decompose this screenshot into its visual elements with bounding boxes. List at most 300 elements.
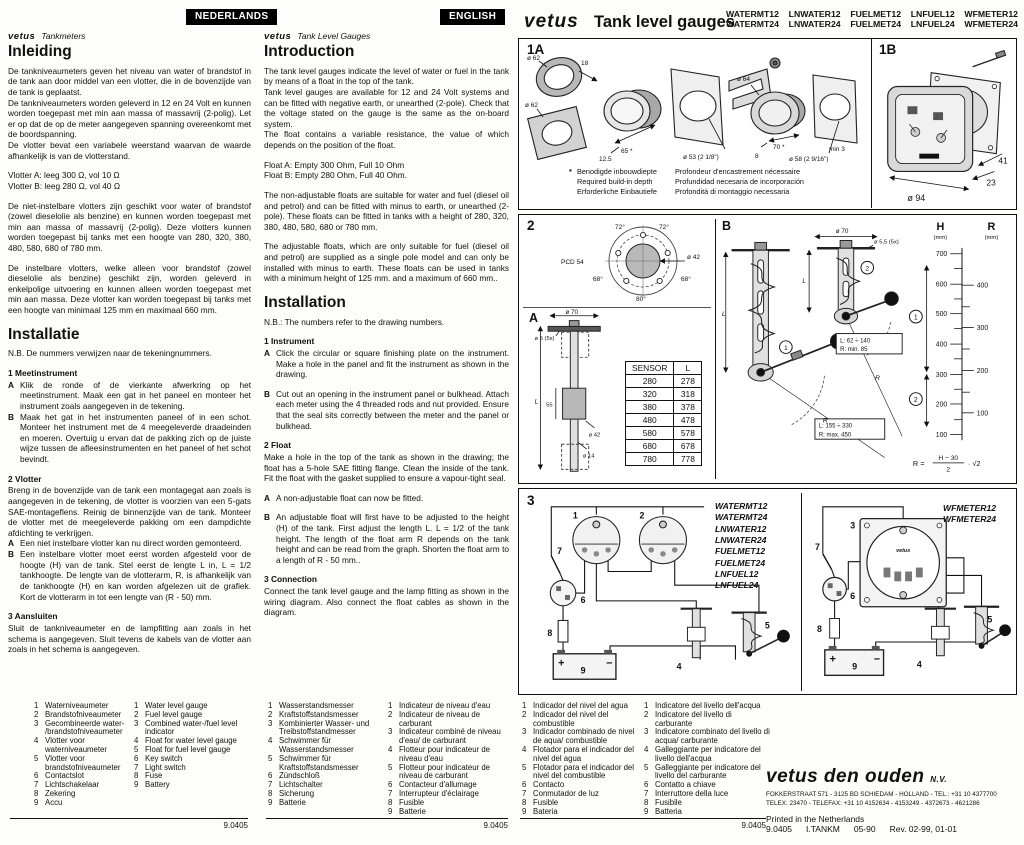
model-number: LNWATER24 (788, 19, 841, 29)
note-de: Erforderliche Einbautiefe (577, 186, 657, 196)
paragraph: The non-adjustable floats are suitable for water and fuel (diesel oil and petrol) and can be fitted with minus to earth, or unearthed (2-pole). These floats can be fitted in tanks with a height of 280, 320, 380, 480, 580, 680 or 780 mm. (264, 189, 509, 232)
l-value: 318 (674, 388, 702, 401)
legend-text: Contactslot (45, 771, 85, 781)
legend-text: Fusible (399, 797, 425, 807)
legend-spanish (522, 702, 640, 816)
angle-80: 80° (636, 296, 646, 303)
legend-number: 5 (268, 753, 273, 763)
legend-number: 2 (34, 709, 39, 719)
revision-line (766, 824, 1020, 834)
legend-text: Indicatore del livello dell'acqua (655, 701, 761, 710)
h-tick: 300 (935, 371, 948, 379)
legend-item (268, 720, 380, 738)
section-title: Introduction (264, 43, 355, 60)
range-box2-line2: R: max. 450 (818, 432, 852, 439)
legend-item (34, 720, 130, 738)
legend-text: Fusibile (655, 797, 682, 807)
legend-item (522, 711, 640, 729)
model-row-2 (726, 19, 1018, 29)
legend-text: Flotador para el indicador del nivel del combustible (533, 762, 634, 781)
address-line-1: FOKKERSTRAAT 571 - 3125 BD SCHIEDAM - HOLLAND - TEL.: +31 10 4377700 (766, 791, 997, 798)
step-a (8, 380, 251, 412)
legend-text: Lichtschakelaar (45, 780, 100, 790)
step-letter: A (8, 538, 14, 549)
non-adjustable-float-drawing (533, 309, 625, 479)
float-spec-b: Vlotter B: leeg 280 Ω, vol 40 Ω (8, 180, 121, 191)
model-number: LNFUEL24 (715, 580, 759, 591)
table-row (626, 453, 702, 466)
float-spec-a: Vlotter A: leeg 300 Ω, vol 10 Ω (8, 170, 120, 181)
adjustable-float-drawing (719, 225, 907, 477)
subsection-title: 2 Float (264, 440, 291, 451)
legend-text: Indicador del nivel del combustible (533, 709, 609, 728)
dim-dia62-top: ø 62 (527, 55, 541, 62)
legend-item (644, 746, 770, 764)
h-tick: 500 (935, 311, 948, 319)
float-spec-a: Float A: Empty 300 Ohm, Full 10 Ohm (264, 159, 405, 170)
legend-item (644, 764, 770, 782)
legend-number: 7 (644, 788, 649, 798)
note-fr: Profondeur d'encastrement nécessaire (674, 167, 801, 176)
legend-number: 2 (388, 709, 393, 719)
model-number: WATERMT12 (715, 501, 768, 511)
figure-label-2a: A (529, 311, 539, 325)
model-number: FUELMET12 (715, 546, 766, 557)
legend-item (522, 728, 640, 746)
table-row (626, 414, 702, 427)
step-letter: B (264, 388, 270, 399)
dim-65: 65 * (621, 148, 633, 155)
legend-number: 5 (522, 762, 527, 772)
legend-text: Conmutador de luz (533, 788, 599, 798)
doc-date: 05-90 (853, 823, 876, 834)
legend-text: Float for fuel level gauge (145, 744, 231, 754)
legend-text: Water level gauge (145, 701, 208, 710)
table-row (626, 427, 702, 440)
address-line-2: TELEX: 23470 - TELEFAX: +31 10 4152634 - 4153249 - 4372673 - 4621286 (766, 800, 980, 808)
subsection-title: 1 Meetinstrument (8, 368, 78, 379)
legend-number: 4 (644, 744, 649, 754)
paragraph: De tankniveaumeters geven het niveau van water of brandstof in de tank aan door middel van een vlotter, die in de bovenzijde van de tank is geplaatst. (8, 65, 251, 98)
legend-number: 6 (644, 780, 649, 790)
legend-number: 1 (388, 701, 393, 710)
legend-german (268, 702, 380, 808)
legend-dutch (34, 702, 130, 808)
legend-text: Batterie (279, 797, 306, 807)
legend-text: Float for water level gauge (145, 736, 237, 746)
model-number: WFMETER24 (943, 514, 996, 525)
legend-text: Contatto a chiave (655, 780, 716, 790)
legend-text: Interrupteur d'éclairage (399, 788, 479, 798)
paragraph: De tankniveaumeters worden geleverd in 12 en 24 Volt en kunnen worden toegepast met min aan massa of massavrij (2-polig). Let er op dat de op de meter aangegeven spanning overeenkomt met de boordspanning. (8, 97, 251, 140)
battery-plus: + (558, 657, 565, 670)
legend-text: Zekering (45, 788, 76, 798)
step-b (264, 512, 509, 565)
wiring-models-right (943, 503, 996, 526)
sensor-value: 580 (626, 427, 674, 440)
page-number: 9.0405 (741, 821, 766, 830)
legend-item (34, 737, 130, 755)
section-title: Installation (264, 293, 346, 311)
table-row (626, 375, 702, 388)
model-number: WATERMT12 (726, 9, 779, 19)
step-text: Klik de ronde of de vierkante afwerkring op het meetinstrument. Maak een gat in het paneel en monteer het instrument zoals aangegeven in de tekening. (20, 379, 251, 412)
model-number: WFMETER12 (964, 9, 1018, 19)
note-nl: Benodigde inbouwdiepte (577, 167, 657, 176)
imprint-block (766, 766, 1020, 834)
step-text: A non-adjustable float can now be fitted. (276, 492, 424, 503)
legend-text: Fuel level gauge (145, 709, 203, 719)
l-value: 378 (674, 401, 702, 414)
l-value: 278 (674, 375, 702, 388)
legend-number: 6 (134, 753, 139, 763)
h-tick: 200 (935, 401, 948, 409)
page-number: 9.0405 (483, 821, 508, 830)
callout-1: 1 (783, 345, 788, 353)
paragraph: De vlotter bevat een variabele weerstand waarvan de waarde afhankelijk is van de vlotterstand. (8, 140, 251, 161)
legend-english (134, 702, 248, 790)
axis-unit-h: (mm) (933, 235, 948, 242)
battery-minus: − (873, 653, 881, 666)
step-text: Click the circular or square finishing plate on the instrument. Make a hole in the panel and fit the instrument as shown in the drawing. (276, 347, 509, 380)
step-letter: A (264, 492, 270, 503)
step-a (264, 493, 509, 504)
product-name-nl: Tankmeters (41, 31, 86, 41)
table-row (626, 401, 702, 414)
legend-text: Vlotter voor waterniveaumeter (45, 736, 107, 754)
legend-number: 8 (522, 797, 527, 807)
legend-item (268, 755, 380, 773)
panel-divider (715, 219, 716, 479)
legend-number: 9 (644, 806, 649, 816)
table-header-sensor: SENSOR (626, 362, 674, 375)
callout-float4: 4 (916, 659, 922, 670)
h-tick: 400 (935, 341, 948, 349)
note-en: Required build-in depth (577, 176, 653, 186)
legend-text: Flotteur pour indicateur de niveau de carburant (399, 762, 491, 781)
sensor-value: 280 (626, 375, 674, 388)
sensor-value: 320 (626, 388, 674, 401)
callout-gauge2: 2 (639, 510, 645, 521)
subsection-title: 3 Connection (264, 574, 318, 585)
dim-holes-55: ø 5,5 (5x) (874, 239, 899, 246)
company-name: vetus den ouden (766, 766, 925, 787)
note-es: Profundidad necesaria de incorporación (674, 176, 804, 186)
legend-item (644, 711, 770, 729)
legend-number: 2 (522, 709, 527, 719)
page-title: Tank level gauges (594, 13, 735, 31)
legend-number: 7 (34, 780, 39, 790)
figure-label-1b: 1B (879, 42, 897, 57)
dim-125: 12.5 (599, 156, 612, 163)
callout-float4: 4 (676, 661, 682, 672)
legend-number: 4 (522, 744, 527, 754)
step-letter: B (264, 512, 270, 523)
doc-number: 9.0405 (766, 823, 792, 834)
model-list (726, 9, 1018, 29)
legend-number: 4 (134, 736, 139, 746)
legend-text: Battery (145, 780, 170, 790)
legend-number: 2 (134, 709, 139, 719)
legend-item (522, 746, 640, 764)
model-row-1 (726, 9, 1018, 19)
vetus-logo-small: vetus (264, 31, 292, 42)
legend-text: Accu (45, 797, 63, 807)
callout-float5: 5 (987, 614, 993, 625)
callout-float5: 5 (764, 620, 770, 631)
doc-code: I.TANKM (806, 823, 840, 834)
h-tick: 700 (935, 251, 948, 259)
r-tick: 200 (976, 368, 989, 376)
section-title: Installatie (8, 325, 80, 343)
legend-text: Key switch (145, 753, 183, 763)
range-box1-line2: R: min. 85 (840, 347, 868, 353)
formula-denominator: 2 (946, 466, 951, 474)
legend-number: 1 (134, 701, 139, 710)
legend-text: Kombinierter Wasser- und Treibstoffstandmesser (279, 718, 370, 737)
float-spec-b: Float B: Empty 280 Ohm, Full 40 Ohm. (264, 170, 407, 181)
step-letter: B (8, 411, 14, 422)
doc-revision: Rev. 02-99, 01-01 (889, 823, 958, 834)
legend-number: 3 (134, 718, 139, 728)
table-row (626, 440, 702, 453)
model-number: LNFUEL24 (910, 19, 955, 29)
legend-item (388, 746, 510, 764)
legend-number: 6 (522, 780, 527, 790)
legend-number: 3 (644, 727, 649, 737)
axis-label-h: H (936, 221, 945, 234)
asterisk: * (569, 167, 572, 176)
legend-number: 4 (268, 736, 273, 746)
printed-in: Printed in the Netherlands (766, 813, 865, 824)
callout-fuse: 8 (816, 624, 822, 635)
dim-23: 23 (986, 177, 996, 188)
legend-french (388, 702, 510, 816)
figure-panel-3 (518, 488, 1017, 695)
legend-number: 1 (522, 701, 527, 710)
legend-text: Galleggiante per indicatore del livello del carburante (655, 762, 761, 781)
callout-key-switch: 6 (850, 590, 856, 601)
r-tick: 400 (976, 282, 989, 290)
dim-dia94: ø 94 (907, 193, 926, 204)
dim-dia58: ø 58 (2 9/16”) (789, 156, 829, 163)
legend-number: 8 (388, 797, 393, 807)
legend-item (34, 799, 130, 808)
callout-battery: 9 (580, 665, 586, 676)
legend-item (388, 808, 510, 817)
legend-number: 3 (268, 718, 273, 728)
legend-number: 7 (268, 780, 273, 790)
legend-text: Zündschloß (279, 771, 320, 781)
model-number: LNWATER12 (715, 523, 767, 534)
dim-pcd54: PCD 54 (561, 259, 584, 266)
vetus-logo-small: vetus (8, 31, 36, 42)
angle-72-right: 72° (659, 224, 669, 231)
wiring-diagram-square-gauge (807, 499, 1015, 691)
dim-holes-5x: ø 5 (5x) (534, 335, 555, 342)
legend-number: 4 (34, 736, 39, 746)
product-name-en: Tank Level Gauges (297, 31, 371, 41)
legend-number: 2 (268, 709, 273, 719)
dim-dia42: ø 42 (687, 254, 701, 261)
callout-key-switch: 6 (580, 594, 586, 605)
legend-number: 1 (644, 701, 649, 710)
dim-70: 70 * (773, 144, 785, 151)
step-text: An adjustable float will first have to be adjusted to the height (H) of the tank. First adjust the length L. L = 1/2 of the tank height. The length of the float arm R depends on the tank height and can be read from the graph. Shorten the float arm to a length of R - 50 mm.. (276, 512, 509, 565)
angle-72-left: 72° (615, 224, 625, 231)
legend-text: Galleggiante per indicatore del livello dell'acqua (655, 744, 761, 763)
flange-top-view-drawing (559, 219, 719, 303)
paragraph: Sluit de tankniveaumeter en de lampfitting aan zoals in het schema is aangegeven. Sluit tevens de kabels van de vlotter aan zoals in het schema is aangegeven. (8, 622, 251, 655)
legend-text: Batteria (655, 806, 682, 816)
legend-text: Schwimmer für Wasserstandsmesser (279, 736, 354, 754)
legend-item (34, 755, 130, 773)
r-tick: 300 (976, 324, 989, 332)
dim-18: 18 (581, 60, 589, 67)
l-value: 478 (674, 414, 702, 427)
paragraph: Make a hole in the top of the tank as shown in the drawing; the float has a 5-hole SAE fitting flange. Clean the inside of the tank. Fit the float with the gasket supplied to ensure a vapour-tight seal. (264, 452, 509, 484)
legend-text: Brandstofniveaumeter (45, 709, 122, 719)
height-radius-nomograph (907, 217, 1015, 481)
legend-text: Indicatore combinato del livello di acqua/ carburante (655, 727, 770, 746)
dim-R1: R (822, 417, 828, 425)
angle-68-right: 68° (681, 276, 691, 283)
legend-item (134, 720, 248, 738)
legend-text: Indicateur de niveau de carburant (399, 709, 481, 728)
formula-lhs: R = (912, 458, 925, 468)
legend-number: 8 (134, 771, 139, 781)
legend-number: 6 (268, 771, 273, 781)
range-box1-line1: L: 62 ÷ 140 (840, 338, 871, 345)
english-text-column (264, 42, 509, 618)
dim-dia53: ø 53 (2 1/8”) (683, 154, 719, 161)
legend-rule (10, 818, 248, 819)
legend-number: 6 (388, 780, 393, 790)
legend-number: 7 (388, 788, 393, 798)
legend-text: Vlotter voor brandstofniveaumeter (45, 753, 121, 772)
page-number: 9.0405 (223, 821, 248, 830)
dim-L1: L (721, 311, 726, 319)
exploded-round-gauge-drawing (523, 51, 867, 163)
model-number: FUELMET24 (715, 557, 766, 568)
step-a (264, 348, 509, 380)
gauge-brand-text: vetus (896, 547, 911, 554)
legend-text: Lichtschalter (279, 780, 323, 790)
legend-italian (644, 702, 770, 816)
legend-number: 8 (268, 788, 273, 798)
step-letter: B (8, 549, 14, 560)
legend-number: 9 (134, 780, 139, 790)
formula-numerator: H − 30 (938, 454, 959, 462)
legend-number: 5 (388, 762, 393, 772)
figure-label-1a: 1A (527, 42, 545, 57)
dim-dia70: ø 70 (565, 309, 579, 316)
step-text: Een niet instelbare vlotter kan nu direct worden gemonteerd. (20, 538, 242, 549)
legend-number: 3 (522, 727, 527, 737)
legend-item (522, 808, 640, 817)
dim-8: 8 (755, 153, 759, 160)
panel-divider (801, 493, 802, 691)
axis-label-r: R (987, 221, 996, 234)
legend-text: Batterie (399, 806, 426, 816)
language-badge-english: ENGLISH (440, 9, 505, 25)
legend-item (388, 728, 510, 746)
angle-68-left: 68° (593, 276, 603, 283)
model-number: LNWATER12 (788, 9, 841, 19)
legend-number: 9 (522, 806, 527, 816)
dim-dia42: ø 42 (588, 432, 601, 439)
legend-rule (520, 818, 766, 819)
paragraph: De niet-instelbare vlotters zijn geschikt voor water of brandstof (zowel dieselolie als benzine) en kunnen worden toegepast met min aan massa of massavrij (2-polig). Deze vlotters kunnen worden toegepast bij tanks met een hoogte van 280, 320, 380, 480, 580, 680 of 780 mm. (8, 200, 251, 253)
legend-text: Indicateur de niveau d'eau (399, 701, 491, 710)
section-title: Inleiding (8, 43, 72, 60)
legend-number: 5 (644, 762, 649, 772)
callout-fuse: 8 (547, 628, 553, 639)
step-a (8, 538, 251, 549)
dim-55: 55 (546, 402, 553, 409)
legend-item (522, 764, 640, 782)
legend-rule (266, 818, 508, 819)
legend-number: 1 (268, 701, 273, 710)
dim-min3: min 3 (829, 146, 845, 153)
legend-number: 9 (34, 797, 39, 807)
legend-number: 7 (522, 788, 527, 798)
range-callout-1: 1 (913, 314, 918, 322)
dim-dia70: ø 70 (835, 227, 849, 235)
legend-number: 9 (388, 806, 393, 816)
legend-text: Contacto (533, 780, 565, 790)
model-number: WATERMT24 (726, 19, 779, 29)
step-text: Maak het gat in het instrumenten paneel of in een schot. Monteer het instrument met de 4 meegeleverde draadeinden en moeren. Overtuig u ervan dat de pakking zich op de juiste wijze tussen de afleesinstrumenten en het paneel of het schot bevindt. (20, 411, 251, 465)
paragraph: Connect the tank level gauge and the lamp fitting as shown in the wiring diagram. Also connect the float cables as shown in the diagram. (264, 586, 509, 618)
paragraph: The tank level gauges indicate the level of water or fuel in the tank by means of a float in the top of the tank. (264, 65, 509, 87)
legend-text: Indicatore del livello di carburante (655, 709, 732, 728)
l-value: 678 (674, 440, 702, 453)
legend-item (134, 781, 248, 790)
table-header-l: L (674, 362, 702, 375)
model-number: LNFUEL12 (715, 569, 759, 580)
dim-L: L (534, 398, 539, 406)
dim-dia14: ø 14 (582, 453, 595, 460)
legend-text: Waterniveaumeter (45, 701, 109, 710)
legend-item (388, 711, 510, 729)
legend-number: 4 (388, 744, 393, 754)
l-value: 778 (674, 453, 702, 466)
legend-number: 5 (34, 753, 39, 763)
sensor-value: 480 (626, 414, 674, 427)
model-number: FUELMET12 (850, 9, 902, 19)
legend-text: Combined water-/fuel level indicator (145, 718, 238, 737)
legend-item (268, 799, 380, 808)
legend-text: Schwimmer für Kraftstoffstandsmesser (279, 753, 359, 772)
legend-text: Contacteur d'allumage (399, 780, 477, 790)
dim-dia64: ø 64 (737, 76, 751, 83)
step-text: Een instelbare vlotter moet eerst worden afgesteld voor de hoogte (H) van de tank. Stel eerst de lengte L in, L = 1/2 tankhoogte. De lengte van de vlotterarm, R, is afhankelijk van de tankhoogte (H) en kan worden afgelezen uit de grafiek. Kort de vlotterarm in tot een lengte van (R - 50) mm. (20, 549, 251, 602)
callout-battery: 9 (852, 661, 858, 672)
step-text: Cut out an opening in the instrument panel or bulkhead. Attach each meter using the 4 threaded rods and nut provided. Ensure that the seal sits correctly between the meter and the panel or bulkhead. (276, 388, 509, 431)
legend-number: 3 (388, 727, 393, 737)
subsection-title: 1 Instrument (264, 336, 315, 347)
legend-number: 9 (268, 797, 273, 807)
legend-number: 5 (134, 744, 139, 754)
dim-41: 41 (998, 155, 1008, 166)
paragraph: Tank level gauges are available for 12 and 24 Volt systems and can be fitted with negative earth, or unearthed (2-pole). Check that the voltage stated on the gauge is the same as the on-board system. (264, 87, 509, 129)
legend-text: Gecombineerde water- /brandstofniveaumeter (45, 718, 125, 737)
legend-text: Interruttore della luce (655, 788, 729, 798)
figure-label-2: 2 (527, 218, 535, 233)
paragraph: De instelbare vlotters, welke alleen voor brandstof (zowel dieselolie als benzine) geschikt zijn, worden geleverd in enkelpolige uitvoering en kunnen alleen worden toegepast met min aan massa. Deze vlotter kan worden toegepast bij tanks met een hoogte van minimaal 125 mm en maximaal 660 mm. (8, 262, 251, 316)
dim-R2: R (875, 375, 880, 383)
